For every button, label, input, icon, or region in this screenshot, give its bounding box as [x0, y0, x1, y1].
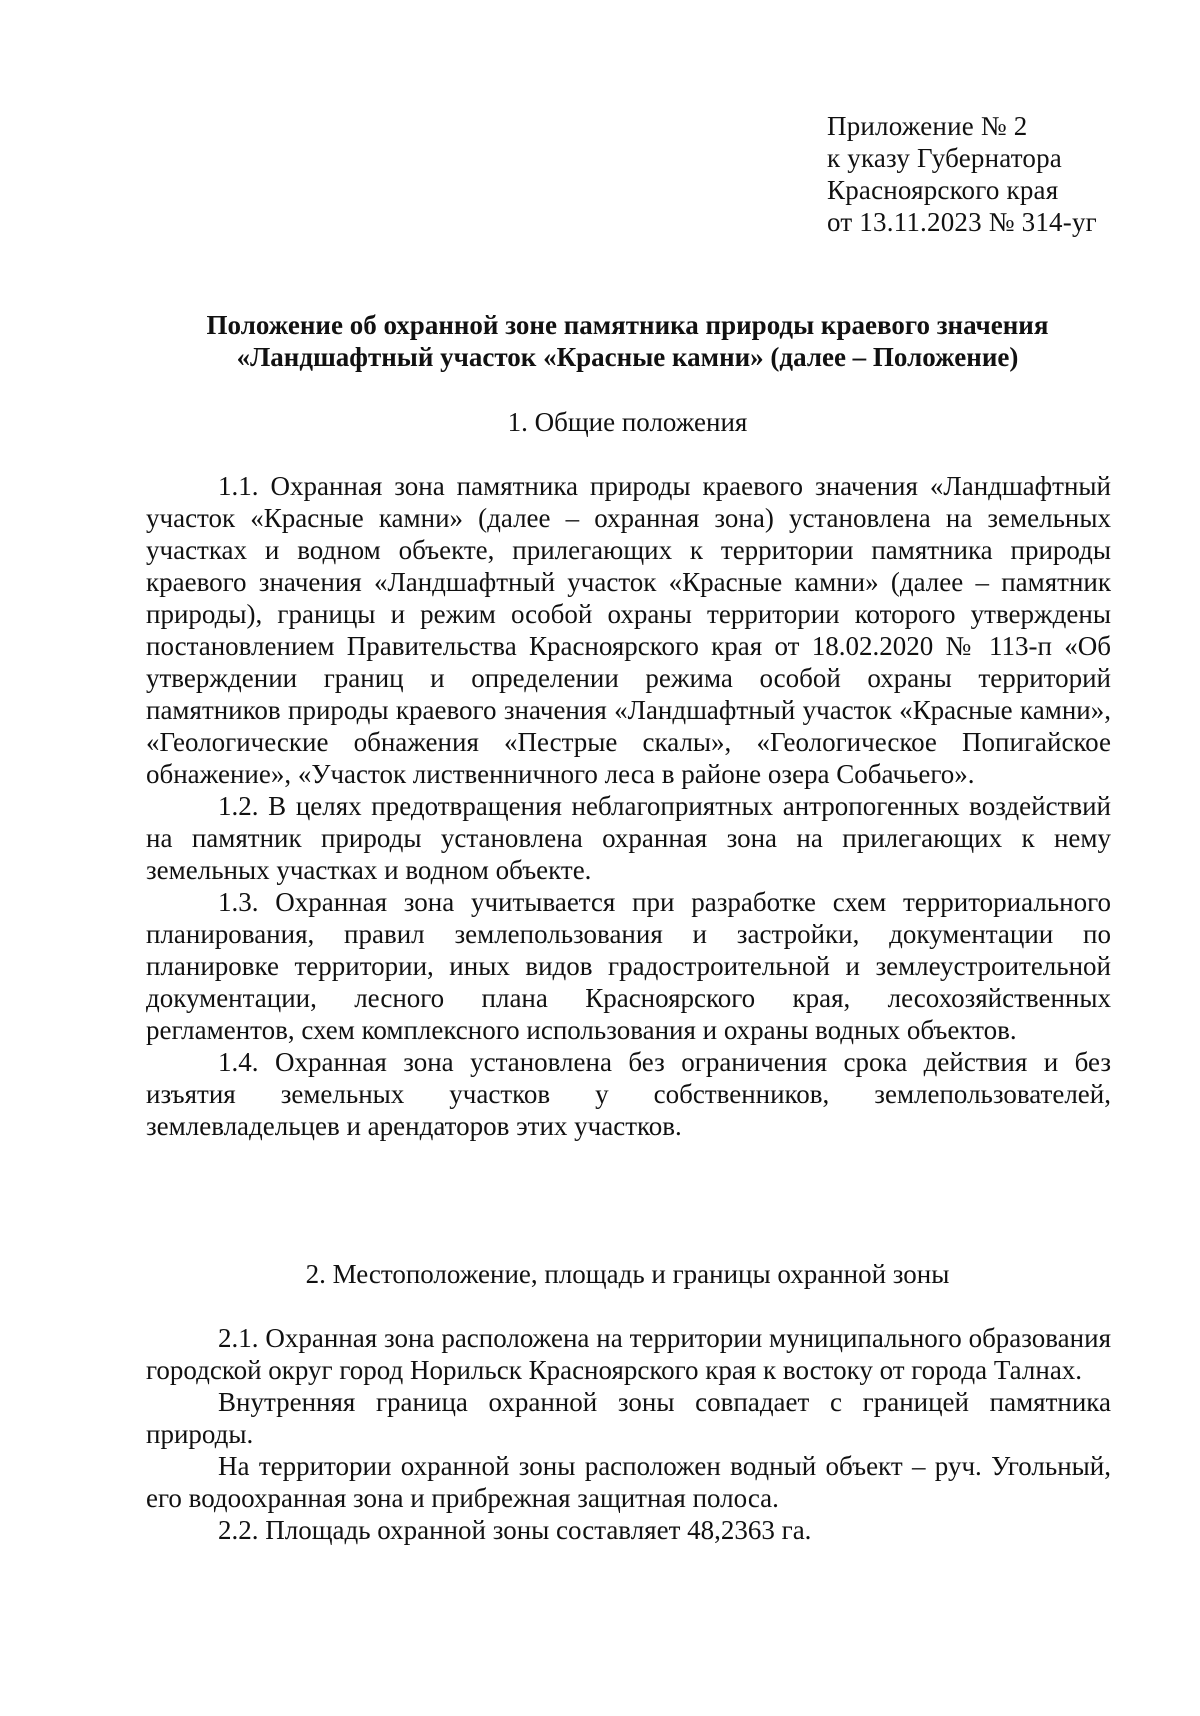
annex-region: Красноярского края	[827, 175, 1059, 205]
document-title	[140, 309, 1115, 373]
annex-date-number: от 13.11.2023 № 314-уг	[827, 207, 1097, 237]
section-1-body	[146, 470, 1111, 1142]
document-title-line-1: Положение об охранной зоне памятника природы краевого значения	[206, 310, 1049, 340]
section-1-heading: 1. Общие положения	[507, 407, 748, 437]
annex-decree-ref: к указу Губернатора	[827, 143, 1062, 173]
annex-number: Приложение № 2	[827, 111, 1028, 141]
paragraph-2-2: 2.2. Площадь охранной зоны составляет 48,2363 га.	[218, 1515, 812, 1545]
section-2-heading: 2. Местоположение, площадь и границы охранной зоны	[305, 1259, 950, 1289]
paragraph-2-1-boundary: Внутренняя граница охранной зоны совпадает с границей памятника природы.	[146, 1387, 1111, 1449]
paragraph-1-3: 1.3. Охранная зона учитывается при разработке схем территориального планирования, правил землепользования и застройки, документации по планировке территории, иных видов градостроительной и землеустроительной документации, лесного плана Красноярского края, лесохозяйственных регламентов, схем комплексного использования и охраны водных объектов.	[146, 887, 1111, 1045]
paragraph-1-2: 1.2. В целях предотвращения неблагоприятных антропогенных воздействий на памятник природы установлена охранная зона на прилегающих к нему земельных участках и водном объекте.	[146, 791, 1111, 885]
paragraph-2-1: 2.1. Охранная зона расположена на территории муниципального образования городской округ город Норильск Красноярского края к востоку от города Талнах.	[146, 1323, 1111, 1385]
section-2-body	[146, 1322, 1111, 1546]
paragraph-1-1: 1.1. Охранная зона памятника природы краевого значения «Ландшафтный участок «Красные камни» (далее – охранная зона) установлена на земельных участках и водном объекте, прилегающих к территории памятника природы краевого значения «Ландшафтный участок «Красные камни» (далее – памятник природы), границы и режим особой охраны территории которого утверждены постановлением Правительства Красноярского края от 18.02.2020 № 113-п «Об утверждении границ и определении режима особой охраны территорий памятников природы краевого значения «Ландшафтный участок «Красные камни», «Геологические обнажения «Пестрые скалы», «Геологическое Попигайское обнажение», «Участок лиственничного леса в районе озера Собачьего».	[146, 471, 1111, 789]
annex-header	[827, 110, 1097, 238]
document-title-line-2: «Ландшафтный участок «Красные камни» (далее – Положение)	[236, 342, 1019, 372]
paragraph-1-4: 1.4. Охранная зона установлена без ограничения срока действия и без изъятия земельных участков у собственников, землепользователей, землевладельцев и арендаторов этих участков.	[146, 1047, 1111, 1141]
paragraph-2-1-water-object: На территории охранной зоны расположен водный объект – руч. Угольный, его водоохранная зона и прибрежная защитная полоса.	[146, 1451, 1111, 1513]
